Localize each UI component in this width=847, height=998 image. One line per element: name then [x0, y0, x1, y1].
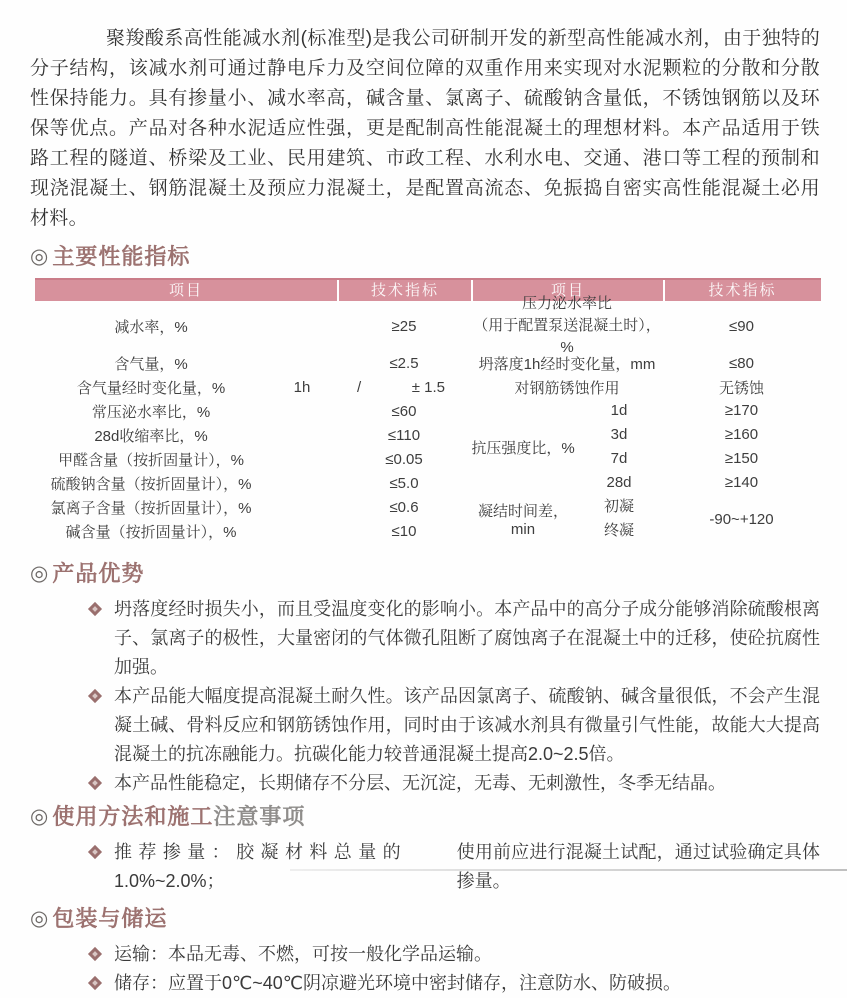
strength-ratio-group: [471, 399, 820, 495]
row-value: ≤60: [391, 402, 417, 420]
diamond-icon: [88, 947, 102, 961]
row-label-line2: （用于配置泵送混凝土时），%: [473, 317, 661, 356]
list-item: [30, 595, 820, 682]
table-right-half: [471, 295, 820, 543]
row-label: 甲醛含量（按折固量计），%: [58, 451, 244, 469]
group-value: ≥170: [724, 402, 759, 419]
usage-trial-text: 使用前应进行混凝土试配，通过试验确定具体掺量。: [456, 842, 820, 891]
bullet-text: [114, 838, 820, 896]
bullet-text: 本产品能大幅度提高混凝土耐久性。该产品因氯离子、硫酸钠、碱含量很低，不会产生混凝土碱、骨料反应和钢筋锈蚀作用，同时由于该减水剂具有微量引气性能，故能大大提高混凝土的抗冻融能力。抗碳化能力较普通混凝土提高2.0~2.5倍。: [114, 686, 820, 764]
table-row: [35, 495, 471, 519]
sub-item: 终凝: [603, 522, 634, 539]
row-value: ≥25: [391, 317, 417, 335]
usage-list: [30, 838, 820, 896]
row-label: [471, 293, 663, 359]
group-values: [663, 399, 820, 495]
table-header-cell: 技术指标: [663, 280, 820, 301]
sub-item: 1d: [610, 402, 628, 419]
group-value: ≥160: [724, 426, 759, 443]
section-title-packaging: 包装与储运: [52, 906, 168, 931]
table-row: [35, 423, 471, 447]
table-header-row: [35, 278, 821, 301]
row-value-slash: /: [357, 378, 362, 396]
diamond-icon: [88, 776, 102, 790]
scan-artifact-line: [290, 869, 847, 871]
group-label: 抗压强度比，%: [471, 439, 575, 457]
table-body: [35, 295, 821, 543]
row-label: 28d收缩率比，%: [94, 427, 208, 445]
row-value: ≤0.05: [385, 450, 423, 468]
diamond-icon: [88, 689, 102, 703]
row-label: 含气量经时变化量，%: [76, 379, 226, 397]
row-value: ≤0.6: [389, 498, 419, 516]
diamond-icon: [88, 602, 102, 616]
group-sub-items: [575, 495, 663, 543]
double-circle-icon: ◎: [30, 907, 49, 930]
group-sub-items: [575, 399, 663, 495]
list-item: [30, 682, 820, 769]
row-label: 减水率，%: [114, 318, 188, 336]
bullet-text: 本产品性能稳定，长期储存不分层、无沉淀，无毒、无刺激性，冬季无结晶。: [114, 773, 726, 793]
table-row: [35, 447, 471, 471]
row-label: 坍落度1h经时变化量，mm: [478, 355, 656, 373]
list-item: [30, 838, 820, 896]
sub-item: 7d: [610, 450, 628, 467]
row-label: 对钢筋锈蚀作用: [514, 379, 620, 397]
group-value: ≥150: [724, 450, 759, 467]
list-item: [30, 969, 820, 998]
row-label-line1: 压力泌水率比: [521, 295, 612, 312]
intro-paragraph: 聚羧酸系高性能减水剂(标准型)是我公司研制开发的新型高性能减水剂，由于独特的分子结构，该减水剂可通过静电斥力及空间位障的双重作用来实现对水泥颗粒的分散和分散性保持能力。具有掺量小、减水率高，碱含量、氯离子、硫酸钠含量低，不锈蚀钢筋以及环保等优点。产品对各种水泥适应性强，更是配制高性能混凝土的理想材料。本产品适用于铁路工程的隧道、桥梁及工业、民用建筑、市政工程、水利水电、交通、港口等工程的预制和现浇混凝土、钢筋混凝土及预应力混凝土，是配置高流态、免振捣自密实高性能混凝土必用材料。: [30, 28, 820, 229]
row-label: 碱含量（按折固量计），%: [65, 523, 237, 541]
list-item: [30, 769, 820, 798]
section-heading-usage: [30, 804, 820, 830]
row-value: [337, 379, 471, 396]
row-time: 1h: [293, 378, 311, 396]
row-label: 硫酸钠含量（按折固量计），%: [50, 475, 252, 493]
row-label: 氯离子含量（按折固量计），%: [50, 499, 252, 517]
section-heading-advantages: [30, 561, 820, 587]
row-value-number: ± 1.5: [411, 378, 445, 396]
table-row: [35, 399, 471, 423]
table-row: [35, 519, 471, 543]
sub-item: 初凝: [603, 498, 634, 515]
sub-item: 3d: [610, 426, 628, 443]
double-circle-icon: ◎: [30, 805, 49, 828]
double-circle-icon: ◎: [30, 562, 49, 585]
list-item: [30, 940, 820, 969]
section-heading-performance: [30, 244, 820, 270]
sub-item: 28d: [606, 474, 632, 491]
usage-dosage-text: 推荐掺量：胶凝材料总量的1.0%~2.0%；: [114, 842, 401, 891]
table-header-cell: 项目: [168, 282, 203, 299]
bullet-text: 坍落度经时损失小，而且受温度变化的影响小。本产品中的高分子成分能够消除硫酸根离子、氯离子的极性，大量密闭的气体微孔阻断了腐蚀离子在混凝土中的迁移，使砼抗腐性加强。: [114, 599, 820, 677]
bullet-text: 运输：本品无毒、不燃，可按一般化学品运输。: [114, 944, 492, 964]
diamond-icon: [88, 845, 102, 859]
row-label: 含气量，%: [114, 355, 188, 373]
section-title-usage: 使用方法和施工: [52, 804, 214, 829]
group-label: 凝结时间差，min: [477, 503, 568, 538]
section-heading-packaging: [30, 906, 820, 932]
table-header-cell: 项目: [471, 280, 663, 301]
row-label: 常压泌水率比，%: [91, 403, 211, 421]
section-title-advantages: 产品优势: [52, 561, 145, 586]
group-value: ≥140: [724, 474, 759, 491]
performance-table: [35, 278, 821, 543]
row-value: ≤110: [387, 426, 421, 444]
row-value: ≤80: [729, 354, 754, 372]
double-circle-icon: ◎: [30, 245, 49, 268]
row-value: ≤5.0: [389, 474, 419, 492]
group-value: -90~+120: [709, 510, 774, 528]
table-row: [35, 471, 471, 495]
table-header-cell: 技术指标: [337, 280, 471, 301]
section-title-usage-tail: 注意事项: [213, 804, 306, 829]
row-value: ≤2.5: [389, 354, 419, 372]
advantages-list: [30, 595, 820, 798]
diamond-icon: [88, 976, 102, 990]
table-row: [35, 301, 471, 351]
section-title-performance: 主要性能指标: [52, 244, 191, 269]
table-row: [471, 295, 820, 356]
row-value: ≤10: [391, 522, 417, 540]
packaging-list: [30, 940, 820, 998]
table-row: [471, 375, 820, 399]
bullet-text: 储存：应置于0℃~40℃阴凉避光环境中密封储存，注意防水、防破损。: [114, 973, 681, 993]
row-value: 无锈蚀: [718, 379, 764, 397]
table-row: [35, 375, 471, 399]
table-row: [471, 351, 820, 375]
table-row: [35, 351, 471, 375]
row-value: ≤90: [729, 317, 754, 335]
table-left-half: [35, 301, 471, 543]
setting-time-group: [471, 495, 820, 543]
